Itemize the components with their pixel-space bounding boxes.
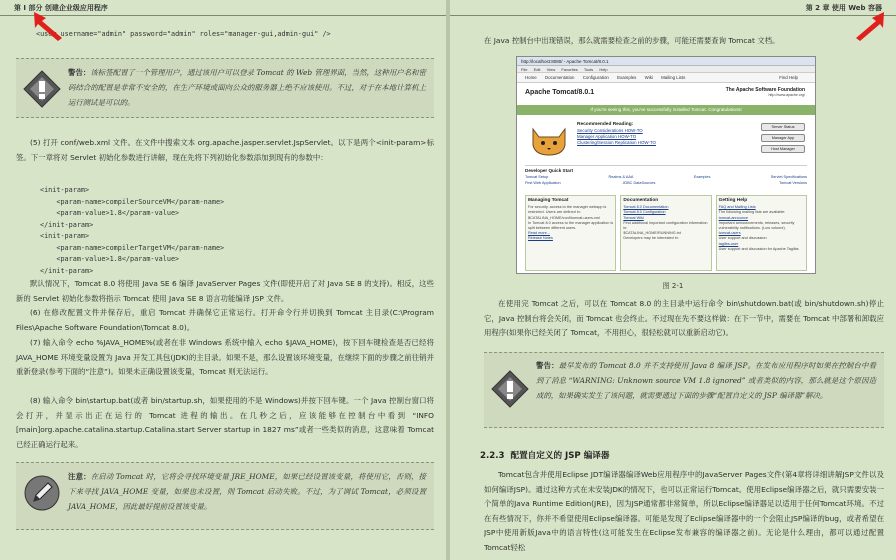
figure-help-line: User support and discussion for Apache Taglibs: [718, 246, 799, 251]
figure-help-line: User support and discussion: [718, 236, 767, 241]
figure-docs-column: [620, 195, 711, 271]
note-box: [16, 462, 434, 530]
figure-docs-link: Tomcat 8.0 Configuration: [623, 210, 666, 215]
step-5-paragraph: (5) 打开 conf/web.xml 文件。在文件中搜索文本 org.apache.jasper.servlet.JspServlet。以下是两个<init-param>标签。下一章将对 Servlet 初始化参数进行讲解，现在先将下列初始化参数添加到现有的参数中：: [16, 138, 434, 162]
figure-menu-item: Edit: [533, 67, 541, 72]
figure-nav-item: Wiki: [644, 75, 653, 80]
figure-help-line: Important announcements, releases, security vulnerability notifications. (Low volume).: [718, 220, 795, 231]
note-text: 在启动 Tomcat 时，它将会寻找环境变量 JRE_HOME，如果已经设置该变量，将使用它，否则，接下来寻找 JAVA_HOME 变量，如果也未设置，则 Tomcat 启动失败。不过，为了调试 Tomcat，必须设置 JAVA_HOME，因此最好提前设置该变量。: [68, 472, 426, 511]
right-header-text: 第 2 章 使用 Web 容器: [805, 4, 882, 12]
note-pencil-icon: [22, 473, 62, 513]
figure-managing-title: Managing Tomcat: [528, 198, 569, 203]
figure-dev-quick-start: [525, 165, 807, 191]
figure-help-line: taglibs-user: [718, 241, 739, 246]
figure-managing-line: Read more...: [528, 231, 550, 236]
figure-dev-link: Servlet Specifications: [770, 175, 807, 179]
warning-1-text: 该标签配置了一个管理用户，通过该用户可以登录 Tomcat 的 Web 管理界面，当然，这种用户名和密码结合的配置是非常不安全的，在生产环境或面向公众的服务器上绝不应该使用。不过，对于在本地计算机上运行测试是可以的。: [68, 68, 426, 107]
figure-managing-line: $CATALINA_HOME/conf/tomcat-users.xml: [528, 215, 600, 220]
note-label: 注意：: [68, 472, 91, 481]
figure-server-status-button: Server Status: [761, 123, 805, 131]
warning-1-body: [68, 65, 426, 110]
intro-paragraph: 在 Java 控制台中出现错误，那么就需要检查之前的步骤，可能还需要查询 Tomcat 文档。: [484, 36, 780, 45]
tomcat-cat-icon: [527, 123, 571, 157]
warning-box-1: [16, 58, 434, 118]
figure-menu-item: View: [546, 67, 556, 72]
figure-managing-line: In Tomcat 8.0 access to the manager application is split between different users.: [528, 220, 614, 231]
figure-buttons: [761, 123, 805, 156]
warning-icon: [490, 369, 530, 409]
figure-recommended: [577, 121, 656, 146]
figure-nav-item: Home: [525, 75, 537, 80]
right-page-header: [450, 0, 896, 16]
figure-help-line: The following mailing lists are available:: [718, 210, 786, 215]
figure-asf-logo: [726, 87, 805, 97]
figure-columns: [525, 195, 807, 271]
figure-nav-item: Examples: [617, 75, 637, 80]
code-user-line: <user username="admin" password="admin" roles="manager-gui,admin-gui" />: [36, 30, 331, 38]
warning-2-body: [536, 358, 876, 403]
figure-recommended-link: Clustering/Session Replication HOW-TO: [577, 140, 656, 145]
warning-icon: [22, 69, 62, 109]
figure-menu-item: Favorites: [561, 67, 578, 72]
figure-dev-link: Tomcat Setup: [525, 175, 549, 179]
figure-dev-link: Tomcat Versions: [779, 181, 807, 185]
left-header-text: 第 I 部分 创建企业级应用程序: [14, 4, 108, 12]
figure-nav-item: Configuration: [582, 75, 609, 80]
figure-asf-name: The Apache Software Foundation: [725, 87, 805, 93]
figure-menu-item: Help: [599, 67, 608, 72]
tomcat-screenshot-figure: [516, 56, 816, 274]
default-compile-paragraph: 默认情况下，Tomcat 8.0 将使用 Java SE 6 编译 JavaServer Pages 文件(即使开启了对 Java SE 8 的支持)。相反，这些新的 Servlet 初始化参数将指示 Tomcat 使用 Java SE 8 语言功能编译 JSP 文件。: [16, 279, 434, 303]
step-6-paragraph: (6) 在修改配置文件并保存后，重启 Tomcat 并确保它正常运行。打开命令行并切换到 Tomcat 主目录(C:\Program Files\Apache Software Foundation\Tomcat 8.0)。: [16, 308, 434, 332]
figure-recommended-link: Manager Application HOW-TO: [577, 134, 637, 139]
shutdown-paragraph: 在使用完 Tomcat 之后，可以在 Tomcat 8.0 的主目录中运行命令 bin\shutdown.bat(或 bin/shutdown.sh)停止它，Java 控制台将会关闭，而 Tomcat 也会终止。不过现在先不要这样做：在下一节中，需要在 Tomcat 中部署和卸载应用程序(如果你已经关闭了 Tomcat，不用担心，很轻松就可以重新启动它)。: [484, 299, 884, 337]
figure-host-manager-button: Host Manager: [761, 145, 805, 153]
figure-menu-item: File: [521, 67, 528, 72]
warning-1-label: 警告：: [68, 68, 91, 77]
figure-find-help: Find Help: [779, 75, 798, 80]
figure-page-header: [517, 83, 815, 105]
figure-nav-item: Mailing Lists: [661, 75, 686, 80]
figure-help-title: Getting Help: [718, 198, 748, 203]
figure-success-banner: If you're seeing this, you've successfully installed Tomcat. Congratulations!: [517, 105, 815, 115]
figure-docs-title: Documentation: [623, 198, 659, 203]
figure-release-notes: Release Notes: [528, 236, 553, 241]
figure-help-line: tomcat-announce: [718, 215, 748, 220]
jsp-compiler-paragraph: Tomcat包含并使用Eclipse JDT编译器编译Web应用程序中的JavaServer Pages文件(第4章将详细讲解JSP文件以及如何编译JSP)。通过这种方式在未安装JDK的情况下，也可以正常运行Tomcat。使用Eclipse编译器之后，就只需要安装一个简单的Java Runtime Edition(JRE)，因为JSP通常都非常简单，所以Eclipse编译器足以适用于任何Tomcat环境。不过在有些情况下，你并不希望使用Eclipse编译器。可能是发现了Eclipse编译器中的一个会阻止JSP编译的bug，或者希望在JSP中使用新版Java中的语言特性(这可能发生在Eclipse发布兼容的编译器之前)。无论是什么理由，都可以通过配置Tomcat轻松: [484, 470, 884, 552]
red-arrow-icon-left: [28, 8, 68, 42]
note-body: [68, 469, 426, 514]
figure-recommended-title: Recommended Reading:: [577, 122, 634, 127]
figure-nav-item: Documentation: [544, 75, 575, 80]
figure-help-column: [716, 195, 807, 271]
figure-managing-column: [525, 195, 616, 271]
figure-docs-link: Tomcat 8.0 Documentation: [623, 205, 669, 210]
section-title: 配置自定义的 JSP 编译器: [510, 451, 610, 461]
figure-docs-line: Find additional important configuration information in:: [623, 220, 708, 231]
figure-body: [517, 115, 815, 273]
step-7-paragraph: (7) 输入命令 echo %JAVA_HOME%(或者在非 Windows 系统中输入 echo $JAVA_HOME)，按下回车键检查是否已经将 JAVA_HOME 环境变量设置为 Java 开发工具包(JDK)的主目录。如果不是，那么设置该环境变量，在继续下面的步骤之前往销并重新登录(参考下面的“注意”)。如果未正确设置该变量，Tomcat 则无法运行。: [16, 338, 434, 376]
figure-menubar: [517, 66, 815, 73]
figure-page-title: Apache Tomcat/8.0.1: [525, 89, 595, 96]
warning-2-label: 警告：: [536, 361, 559, 370]
figure-recommended-link: Security Considerations HOW-TO: [577, 128, 643, 133]
right-page: [450, 0, 896, 560]
figure-help-line: tomcat-users: [718, 231, 741, 236]
red-arrow-icon-right: [850, 8, 890, 42]
figure-help-link: FAQ and Mailing Lists: [718, 205, 756, 210]
figure-dev-link: Realms & AAA: [608, 175, 634, 179]
figure-docs-line: $CATALINA_HOME/RUNNING.txt: [623, 231, 681, 236]
figure-dev-link: JDBC DataSources: [622, 181, 656, 185]
figure-dev-link: First Web Application: [525, 181, 561, 185]
figure-caption: 图 2-1: [662, 282, 684, 290]
figure-dev-link: Examples: [693, 175, 711, 179]
figure-dev-row: [525, 181, 807, 185]
step-8-paragraph: (8) 输入命令 bin\startup.bat(或者 bin/startup.sh，如果使用的不是 Windows)并按下回车键。一个 Java 控制台窗口将会打开，并显示出正在运行的 Tomcat 进程的输出。在几秒之后，应该能够在控制台中看到 “INFO [main]org.apache.catalina.startup.Catalina.start Server startup in 1827 ms”或者一些类似的消息，这意味着 Tomcat 已经正确运行起来。: [16, 396, 434, 449]
warning-2-text: 最早发布的 Tomcat 8.0 并不支持使用 Java 8 编译 JSP。在发布应用程序时如果在控制台中看到了消息 “WARNING: Unknown source VM 1.8 ignored” 或者类似的内容，那么就是这个原因造成的，如果确实发生了该问题，就需要通过下面的步骤“配置自定义的 JSP 编译器”解决。: [536, 361, 876, 400]
figure-asf-url: http://www.apache.org/: [768, 93, 805, 97]
figure-window-title: http://localhost:8080/ - Apache Tomcat/8.0.1: [517, 57, 815, 66]
figure-managing-line: For security, access to the manager webapp is restricted. Users are defined in:: [528, 205, 607, 215]
init-param-code-block: <init-param> <param-name>compilerSourceVM</param-name> <param-value>1.8</param-value> </init-param> <init-param> <param-name>compilerTargetVM</param-name> <param-value>1.8</param-value> </init-param>: [40, 186, 225, 275]
figure-menu-item: Tools: [583, 67, 594, 72]
figure-docs-link: Tomcat Wiki: [623, 215, 644, 220]
section-number: 2.2.3: [480, 451, 505, 461]
figure-dev-title: Developer Quick Start: [525, 168, 573, 173]
left-page: [0, 0, 446, 560]
figure-dev-row: [525, 175, 807, 179]
figure-nav: [517, 73, 815, 83]
section-heading: [480, 449, 609, 461]
figure-manager-app-button: Manager App: [761, 134, 805, 142]
figure-docs-line: Developers may be interested in:: [623, 236, 679, 241]
warning-box-2: [484, 352, 884, 428]
